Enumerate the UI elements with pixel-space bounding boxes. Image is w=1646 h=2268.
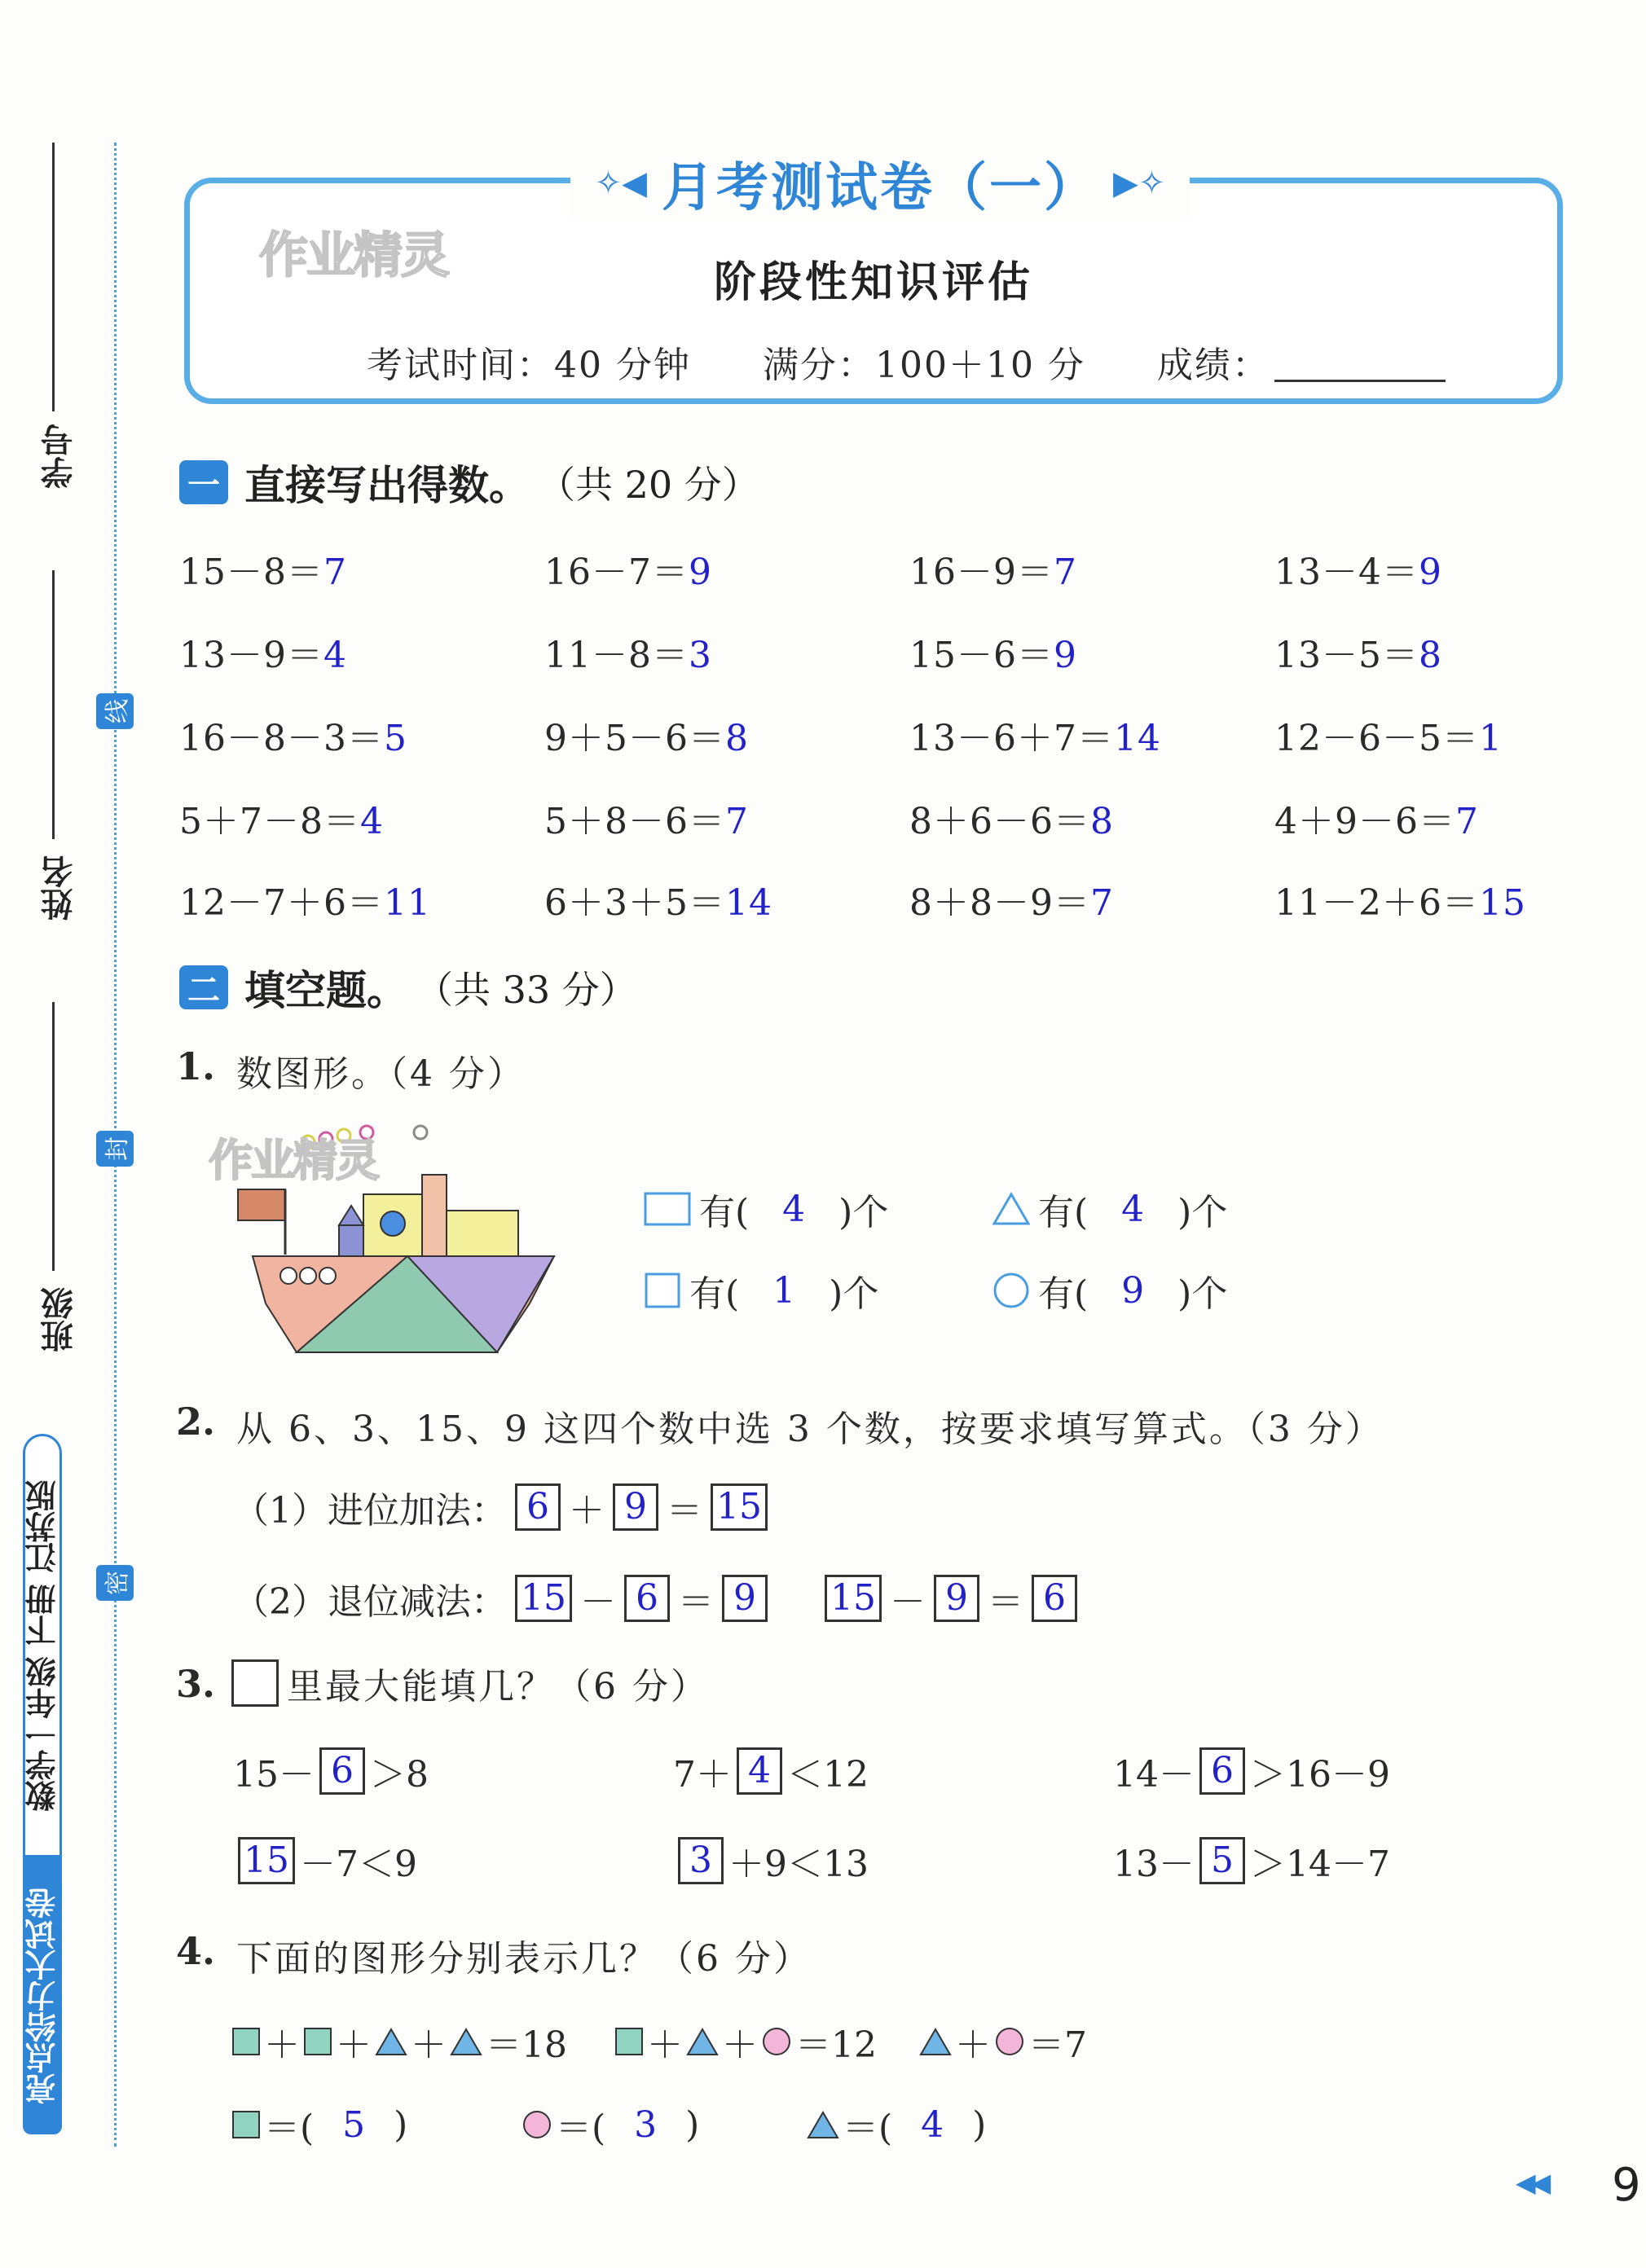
calc-answer[interactable]: 4 [323,635,347,676]
triangle-shape-icon [686,2027,719,2056]
square-shape-icon [614,2027,644,2056]
calc-item [544,792,749,844]
calc-item [1274,709,1503,761]
q4-equation-3: ＋ ＝7 [919,2015,1087,2068]
calc-answer[interactable]: 9 [1418,552,1442,593]
square-shape-icon [231,2110,261,2139]
count-rect-row: 有( 4 )个 [644,1183,888,1235]
calc-item [909,626,1077,678]
full-score: 满分：100＋10 分 [762,345,1085,386]
rect-count[interactable]: 4 [782,1188,806,1230]
triangle-shape-icon [919,2027,952,2056]
calc-expression: 13－5＝ [1274,635,1419,676]
calc-answer[interactable]: 14 [1113,718,1161,759]
circle-icon [992,1272,1030,1309]
section-1-title: 直接写出得数。 [244,462,530,509]
watermark-2: 作业精灵 [209,1135,378,1186]
q3-suffix: ＞16－9 [1250,1754,1390,1796]
section-2-header [179,958,637,1017]
triangle-count[interactable]: 4 [1121,1188,1145,1230]
section-1-score: （共 20 分） [538,463,759,507]
q2-sub2-box-3[interactable]: 6 [1032,1575,1077,1622]
q2-sub2-box-1[interactable]: 15 [825,1575,882,1622]
count-square-row: 有( 1 )个 [644,1264,878,1316]
calc-item [179,792,384,844]
section-2-badge: 二 [179,965,228,1009]
class-line [52,1002,55,1271]
calc-expression: 11－8＝ [544,635,689,676]
porthole-circle-icon [300,1268,316,1284]
calc-item [179,873,431,925]
calc-expression: 15－8＝ [179,552,323,593]
triangle-shape-icon [807,2110,839,2139]
q3-item [233,1835,417,1887]
q3-item [233,1745,429,1797]
calc-item [179,543,347,595]
chimney-rect [422,1175,447,1256]
calc-expression: 16－8－3＝ [179,718,384,759]
square-shape-icon [303,2027,332,2056]
spine-brand: 亮点给力大试卷 [23,1857,62,2134]
section-2-score: （共 33 分） [416,968,637,1012]
calc-item [544,543,712,595]
exam-info [367,336,1446,388]
q3-prefix: 14－ [1113,1754,1195,1796]
calc-answer[interactable]: 15 [1478,882,1526,924]
class-label: 班级 [41,1287,78,1352]
triangle-shape-icon [375,2027,407,2056]
q1-number: 1. [176,1044,216,1088]
calc-expression: 5＋8－6＝ [544,801,725,842]
calc-answer[interactable]: 1 [1478,718,1503,759]
student-id-line [52,143,55,411]
calc-item [909,873,1114,925]
calc-answer[interactable]: 7 [1053,552,1077,593]
q3-number: 3. [176,1662,216,1706]
q2-addition-row: （1）进位加法： 6 ＋ 9 ＝ 15 [233,1481,768,1533]
q3-answer-box[interactable]: 15 [238,1837,295,1884]
exam-time: 考试时间：40 分钟 [367,345,691,386]
q2-subtraction-row: （2）退位减法： 15 － 6 ＝ 9 15 － 9 ＝ 6 [233,1572,1077,1624]
calc-expression: 4＋9－6＝ [1274,801,1455,842]
calc-expression: 12－6－5＝ [1274,718,1479,759]
q2-sub-label: （2）退位减法： [233,1581,507,1623]
calc-item [544,873,772,925]
q2-sub1-box-3[interactable]: 9 [722,1575,768,1622]
count-triangle-row: 有( 4 )个 [992,1183,1227,1235]
name-line [52,570,55,839]
circle-shape-icon [994,2026,1025,2057]
page-title: 月考测试卷（一） [662,158,1098,218]
section-1-header [179,453,759,512]
calc-item [179,709,407,761]
q2-add-box-2[interactable]: 9 [613,1483,658,1531]
square-shape-icon [231,2027,261,2056]
q3-answer-box[interactable]: 6 [319,1747,365,1795]
circle-shape-icon [761,2026,792,2057]
section-1-badge: 一 [179,460,228,504]
left-arrow-icon: ✧◀ [594,165,647,202]
q3-sample-box [231,1659,279,1707]
q2-add-box-1[interactable]: 6 [515,1483,561,1531]
mast-triangle [339,1206,363,1225]
q2-add-box-3[interactable]: 15 [711,1483,768,1531]
calc-item [909,709,1161,761]
calc-answer[interactable]: 8 [1418,635,1442,676]
right-arrow-icon: ▶✧ [1113,165,1166,202]
calc-expression: 9＋5－6＝ [544,718,725,759]
calc-expression: 6＋3＋5＝ [544,882,725,924]
calc-item [544,626,712,678]
calc-answer[interactable]: 11 [383,882,431,924]
circle-shape-icon [522,2109,552,2140]
q3-suffix: －7＜9 [300,1844,417,1885]
q3-suffix: ＞8 [370,1754,429,1796]
calc-item [1274,873,1526,925]
q2-sub2-box-2[interactable]: 9 [934,1575,979,1622]
calc-expression: 13－9＝ [179,635,323,676]
spine-edition: 数学一年级 下册 江苏版 [23,1434,62,1857]
subtitle: 阶段性知识评估 [713,258,1033,307]
circle-count[interactable]: 9 [1121,1269,1145,1312]
rectangle-icon [644,1192,691,1226]
q4-number: 4. [176,1929,216,1973]
q4-equation-2: ＋ ＋ ＝12 [614,2015,877,2068]
triangle-value[interactable]: 4 [921,2103,944,2146]
calc-answer[interactable]: 14 [724,882,772,924]
mast-rect [339,1225,363,1256]
calc-item [909,792,1114,844]
calc-item [544,709,749,761]
q2-number: 2. [176,1400,216,1444]
calc-answer[interactable]: 8 [1089,801,1114,842]
q3-answer-box[interactable]: 3 [678,1837,724,1884]
calc-answer[interactable]: 3 [688,635,712,676]
square-count[interactable]: 1 [772,1269,796,1312]
title-banner [570,147,1190,220]
calc-item [909,543,1077,595]
q3-suffix: ＞14－7 [1250,1844,1390,1885]
square-value[interactable]: 5 [342,2103,366,2146]
page-number: 9 [1612,2159,1641,2212]
grade-label: 成绩： [1156,345,1270,386]
calc-answer[interactable]: 8 [724,718,749,759]
calc-answer[interactable]: 7 [1089,882,1114,924]
q2-sub1-box-2[interactable]: 6 [624,1575,670,1622]
watermark: 作业精灵 [259,227,448,284]
calc-expression: 13－6＋7＝ [909,718,1114,759]
q3-text: 里最大能填几？（6 分） [287,1666,709,1708]
count-circle-row: 有( 9 )个 [992,1264,1227,1316]
q3-item [1113,1835,1390,1887]
calc-expression: 13－4＝ [1274,552,1419,593]
calc-answer[interactable]: 7 [724,801,749,842]
q3-prefix: 13－ [1113,1844,1195,1885]
flag-rect [238,1189,285,1220]
q3-item [673,1835,869,1887]
name-label: 姓名 [41,855,78,921]
q3-suffix: ＋9＜13 [728,1844,869,1885]
calc-expression: 5＋7－8＝ [179,801,360,842]
calc-item [1274,792,1479,844]
calc-answer[interactable]: 9 [688,552,712,593]
calc-expression: 8＋8－9＝ [909,882,1090,924]
q1-text: 数图形。（4 分） [236,1053,526,1095]
calc-answer[interactable]: 5 [383,718,407,759]
q4-answer-triangle: ＝( 4 ) [807,2099,986,2151]
q4-equation-1: ＋ ＋ ＋ ＝18 [231,2015,567,2068]
calc-expression: 16－7＝ [544,552,689,593]
q4-answer-square: ＝( 5 ) [231,2099,407,2151]
triangle-icon [992,1192,1030,1226]
q3-answer-box[interactable]: 4 [737,1747,782,1795]
q3-prefix: 7＋ [673,1754,732,1796]
calc-answer[interactable]: 4 [359,801,384,842]
calc-item [179,626,347,678]
q3-header [231,1657,709,1709]
square-icon [644,1272,681,1309]
cabin-rect [447,1211,518,1256]
q2-add-label: （1）进位加法： [233,1490,507,1532]
calc-answer[interactable]: 9 [1053,635,1077,676]
smoke-circle-icon [414,1126,427,1139]
calc-expression: 11－2＋6＝ [1274,882,1479,924]
q2-text: 从 6、3、15、9 这四个数中选 3 个数，按要求填写算式。（3 分） [236,1409,1384,1450]
q2-sub1-box-1[interactable]: 15 [515,1575,572,1622]
q3-item [673,1745,869,1797]
q3-suffix: ＜12 [787,1754,869,1796]
calc-expression: 12－7＋6＝ [179,882,384,924]
calc-answer[interactable]: 7 [1455,801,1479,842]
triangle-shape-icon [450,2027,482,2056]
cut-mark-seal: 封 [96,1131,134,1167]
porthole-circle-icon [280,1268,297,1284]
q3-answer-box[interactable]: 5 [1199,1837,1245,1884]
calc-expression: 15－6＝ [909,635,1054,676]
calc-expression: 16－9＝ [909,552,1054,593]
calc-expression: 8＋6－6＝ [909,801,1090,842]
window-circle-icon [381,1211,405,1236]
calc-item [1274,543,1442,595]
student-id-label: 学号 [41,424,78,489]
q4-answer-circle: ＝( 3 ) [522,2099,699,2151]
cut-mark-secret: 密 [96,1565,134,1601]
cut-mark-line: 线 [96,693,134,729]
q3-answer-box[interactable]: 6 [1199,1747,1245,1795]
book-spine [23,1434,62,2134]
circle-value[interactable]: 3 [634,2103,658,2146]
page-arrows-icon: ◀◀ [1516,2167,1547,2198]
q3-item [1113,1745,1390,1797]
grade-blank[interactable] [1274,380,1446,382]
section-2-title: 填空题。 [244,967,407,1014]
q3-prefix: 15－ [233,1754,315,1796]
calc-answer[interactable]: 7 [323,552,347,593]
porthole-circle-icon [319,1268,336,1284]
q4-text: 下面的图形分别表示几？（6 分） [236,1938,812,1980]
calc-item [1274,626,1442,678]
